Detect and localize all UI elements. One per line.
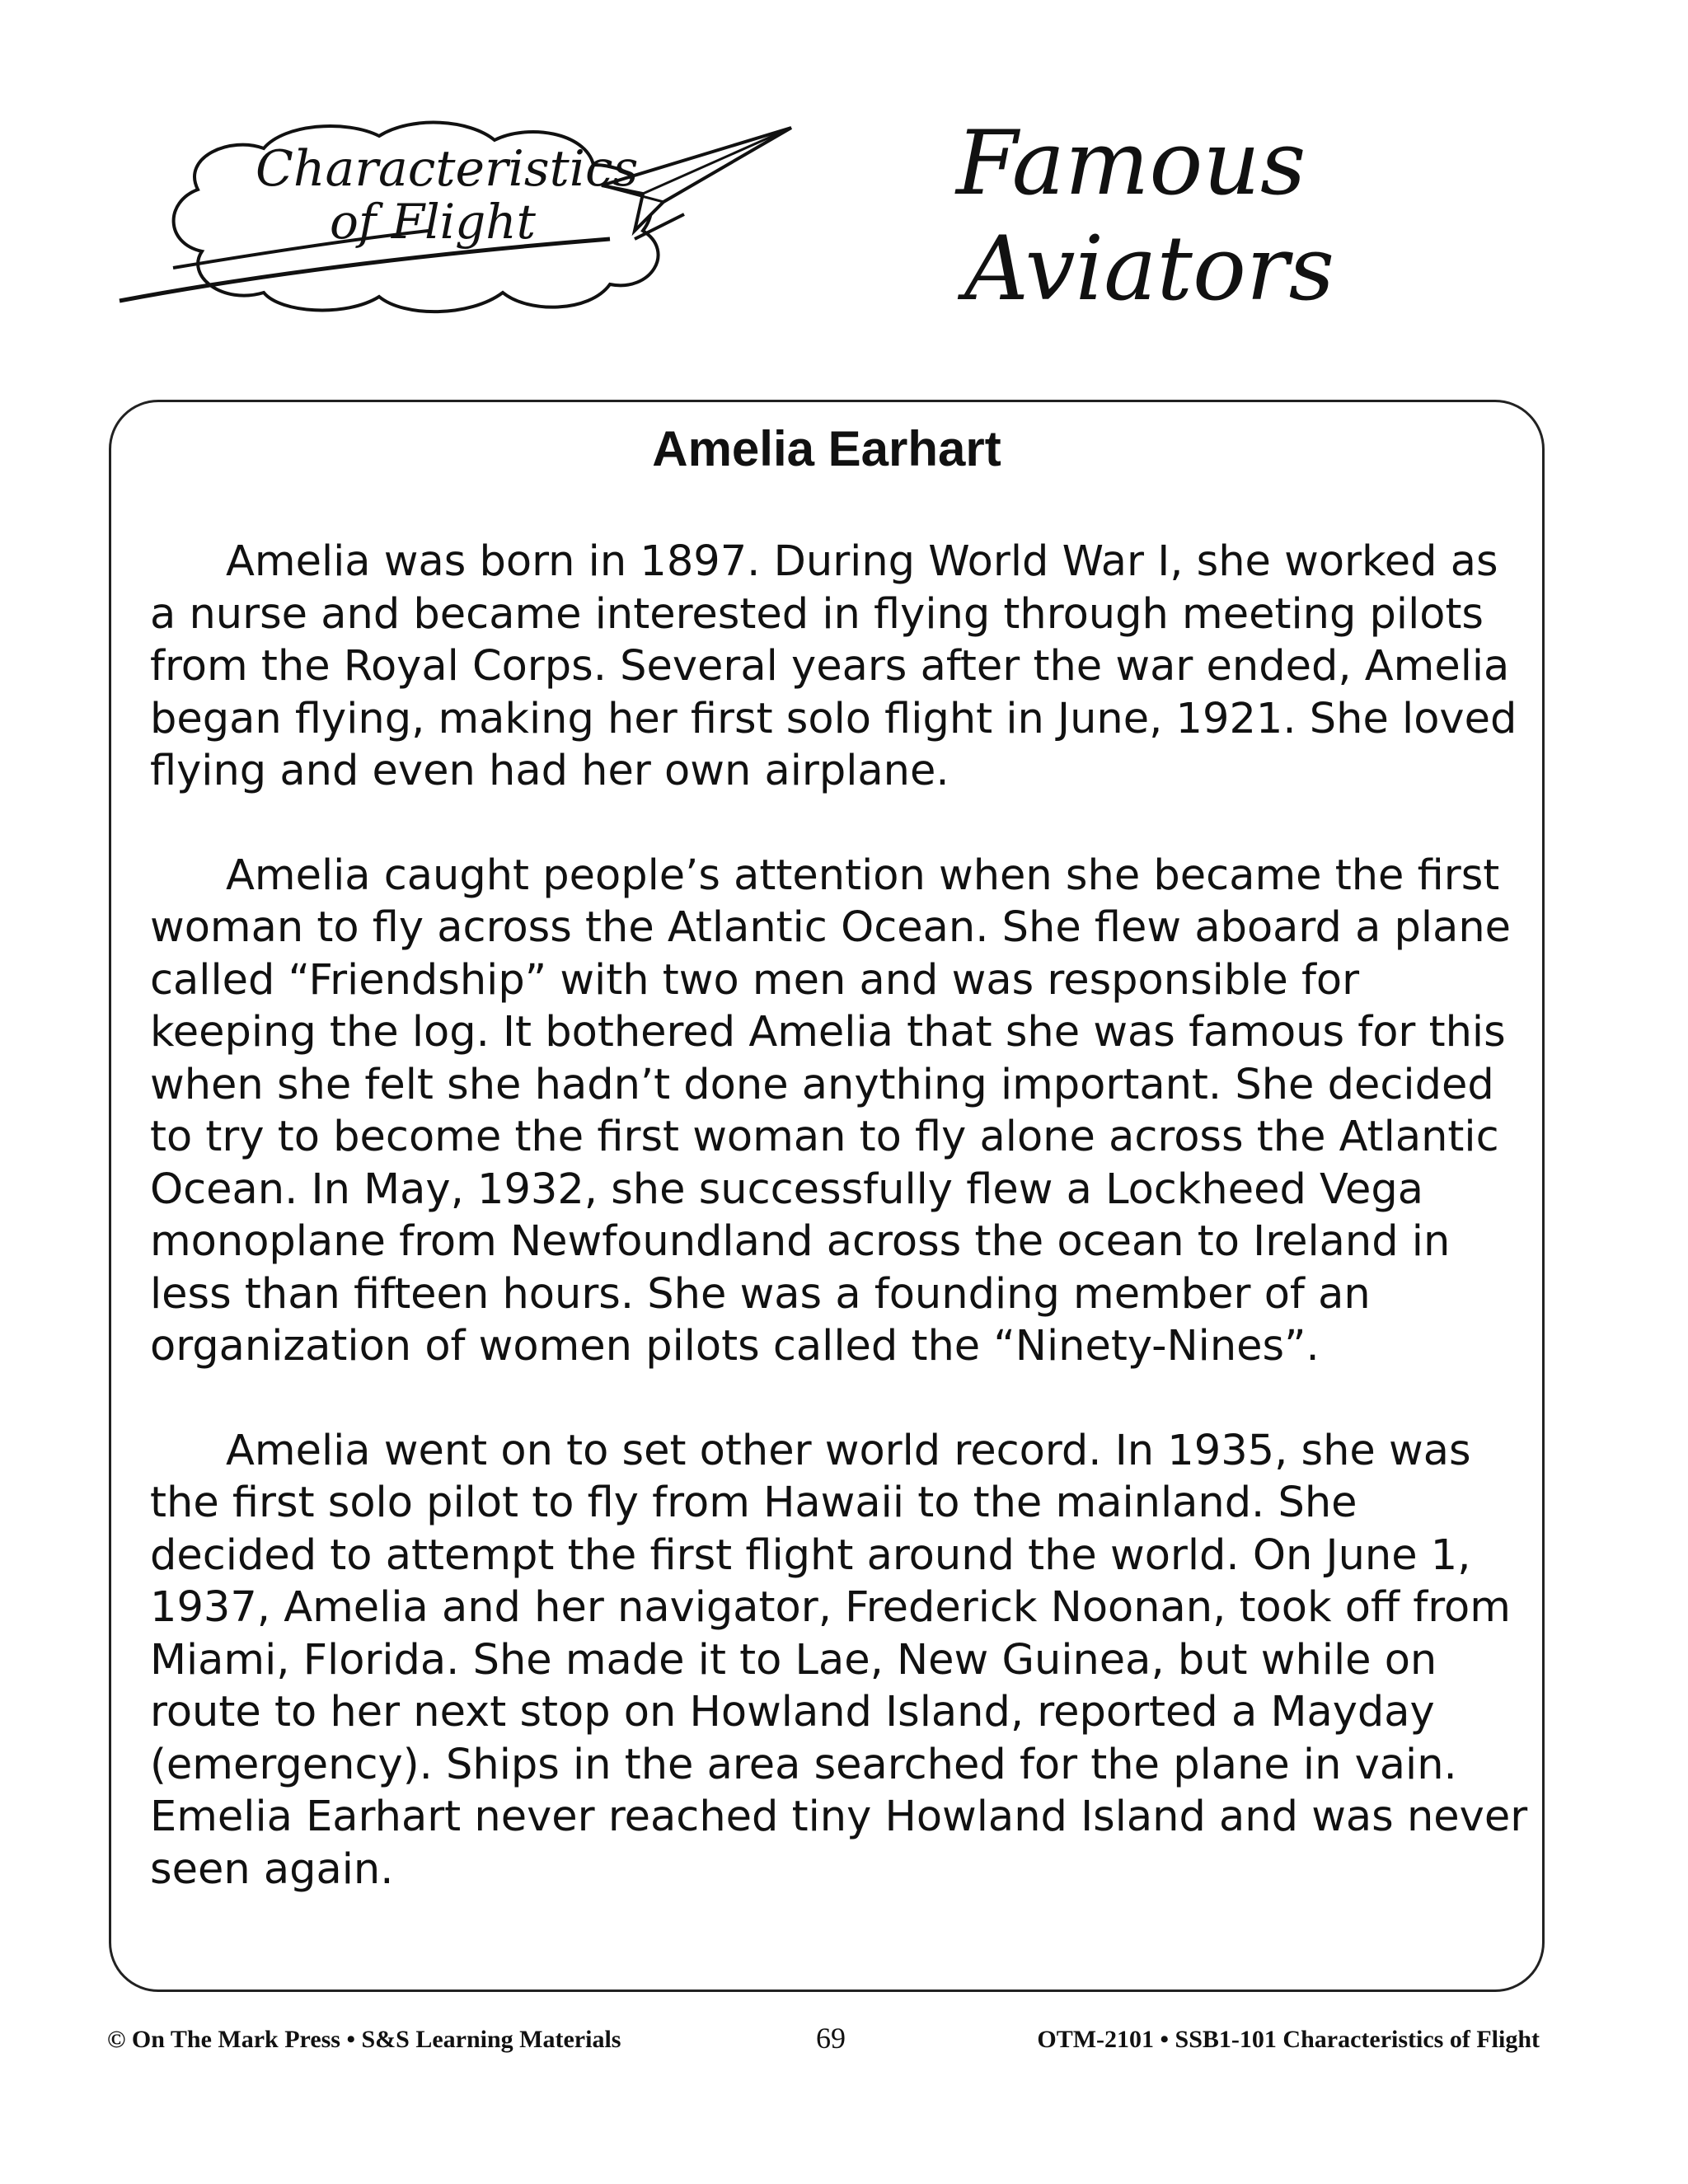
logo-text-line2: of Flight <box>330 194 536 250</box>
page-title-line1: Famous <box>956 112 1306 215</box>
article-body <box>150 536 1535 1896</box>
footer-product-code: OTM-2101 • SSB1-101 Characteristics of Flight <box>1037 2026 1540 2053</box>
logo-text-line1: Characteristics <box>256 140 639 198</box>
characteristics-of-flight-logo <box>107 107 816 330</box>
article-paragraph-3: Amelia went on to set other world record. In 1935, she was the first solo pilot to fly from Hawaii to the mainland. She decided to attempt the first flight around the world. On June 1, 1937, Amelia and her navigator, Frederick Noonan, took off from Miami, Florida. She made it to Lae, New Guinea, but while on route to her next stop on Howland Island, reported a Mayday (emergency). Ships in the area searched for the plane in vain. Emelia Earhart never reached tiny Howland Island and was never seen again. <box>150 1426 1528 1894</box>
page-title-line2: Aviators <box>964 218 1335 321</box>
page-number: 69 <box>816 2022 846 2055</box>
footer-copyright: © On The Mark Press • S&S Learning Materials <box>107 2026 621 2053</box>
article-paragraph-1: Amelia was born in 1897. During World War I, she worked as a nurse and became interested in flying through meeting pilots from the Royal Corps. Several years after the war ended, Amelia began flying, making her first solo flight in June, 1921. She loved flying and even had her own airplane. <box>150 537 1517 795</box>
article-paragraph-2: Amelia caught people’s attention when she became the first woman to fly across the Atlantic Ocean. She flew aboard a plane called “Friendship” with two men and was responsible for keeping the log. It bothered Amelia that she was famous for this when she felt she hadn’t done anything important. She decided to try to become the first woman to fly alone across the Atlantic Ocean. In May, 1932, she successfully flew a Lockheed Vega monoplane from Newfoundland across the ocean to Ireland in less than fifteen hours. She was a founding member of an organization of women pilots called the “Ninety-Nines”. <box>150 851 1512 1371</box>
page-title <box>956 111 1334 322</box>
article-heading: Amelia Earhart <box>652 421 1001 476</box>
